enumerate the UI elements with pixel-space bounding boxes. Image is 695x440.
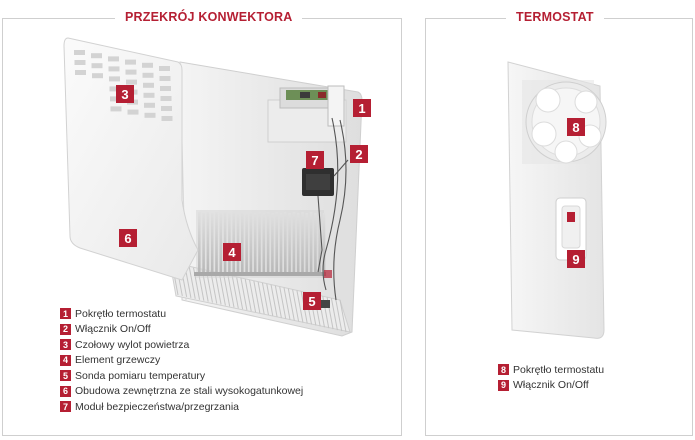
vent-slot (143, 73, 154, 78)
heating-fin (267, 212, 270, 272)
vent-slot (109, 66, 120, 71)
vent-slot (111, 106, 122, 111)
heating-fin (232, 212, 235, 272)
heating-fin (250, 212, 253, 272)
heating-fin (271, 213, 274, 273)
vent-slot (144, 103, 155, 108)
vent-slot (128, 110, 139, 115)
legend-label: Włącznik On/Off (513, 379, 589, 392)
callout-8 (567, 118, 585, 136)
legend-item (60, 353, 303, 369)
vent-slot (160, 86, 171, 91)
callout-3-label: 3 (121, 87, 129, 102)
vent-slot (75, 60, 86, 65)
callout-1 (353, 99, 371, 117)
heating-fin (284, 212, 287, 272)
vent-slot (126, 70, 137, 75)
legend-item (60, 368, 303, 384)
callout-6 (119, 229, 137, 247)
thermostat-module (268, 86, 346, 142)
vent-slot (160, 76, 171, 81)
legend-item (498, 362, 604, 378)
vent-slot (74, 50, 85, 55)
legend-label: Obudowa zewnętrzna ze stali wysokogatunkowej (75, 385, 304, 398)
heating-fin (306, 213, 309, 273)
vent-slot (92, 73, 103, 78)
legend-item (60, 399, 303, 415)
legend-number: 1 (60, 308, 71, 319)
vent-slot (143, 83, 154, 88)
legend-item (498, 378, 604, 394)
vent-slot (144, 93, 155, 98)
heating-fin (280, 213, 283, 273)
vent-slot (145, 113, 156, 118)
heating-fin (301, 212, 304, 272)
legend-number: 8 (498, 364, 509, 375)
vent-slot (92, 63, 103, 68)
vent-slot (142, 63, 153, 68)
legend-number: 4 (60, 355, 71, 366)
legend-number: 7 (60, 401, 71, 412)
callout-4 (223, 243, 241, 261)
heating-fin (207, 212, 210, 272)
heating-fin (215, 212, 218, 272)
legend-item (60, 306, 303, 322)
heating-element (194, 210, 326, 278)
heating-fin (288, 213, 291, 273)
callout-4-label: 4 (228, 245, 236, 260)
heating-fin (220, 213, 223, 273)
heating-fin (198, 212, 201, 272)
legend-label: Element grzewczy (75, 354, 161, 367)
vent-slot (161, 106, 172, 111)
heating-fin (254, 213, 257, 273)
callout-8-label: 8 (572, 120, 580, 135)
thermostat-knob (526, 82, 606, 163)
legend-label: Sonda pomiaru temperatury (75, 369, 206, 382)
vent-slot (108, 56, 119, 61)
heating-fin (202, 213, 205, 273)
heating-fin (245, 213, 248, 273)
legend-number: 2 (60, 324, 71, 335)
callout-9 (567, 250, 585, 268)
legend-number: 9 (498, 380, 509, 391)
legend-label: Moduł bezpieczeństwa/przegrzania (75, 400, 240, 413)
callout-7 (306, 151, 324, 169)
legend-item (60, 384, 303, 400)
legend-number: 5 (60, 370, 71, 381)
callout-3 (116, 85, 134, 103)
convector-legend (60, 306, 303, 415)
legend-label: Czołowy wylot powietrza (75, 338, 190, 351)
legend-label: Włącznik On/Off (75, 323, 151, 336)
callout-2 (350, 145, 368, 163)
thermostat-panel-title: TERMOSTAT (506, 10, 604, 24)
safety-module (302, 168, 334, 196)
heating-fin (293, 212, 296, 272)
legend-label: Pokrętło termostatu (513, 363, 605, 376)
callout-9-label: 9 (572, 252, 580, 267)
callout-2-label: 2 (355, 147, 363, 162)
callout-5-label: 5 (308, 294, 316, 309)
vent-slot (91, 53, 102, 58)
legend-number: 6 (60, 386, 71, 397)
heating-fin (241, 212, 244, 272)
heating-fin (258, 212, 261, 272)
legend-item (60, 337, 303, 353)
vent-slot (161, 96, 172, 101)
callout-6-label: 6 (124, 231, 132, 246)
heating-fin (310, 212, 313, 272)
callout-5 (303, 292, 321, 310)
heating-fin (314, 213, 317, 273)
convector-panel-title: PRZEKRÓJ KONWEKTORA (115, 10, 302, 24)
legend-item (60, 322, 303, 338)
legend-label: Pokrętło termostatu (75, 307, 167, 320)
vent-slot (126, 80, 137, 85)
heating-fin (275, 212, 278, 272)
vent-slot (162, 116, 173, 121)
heating-fin (211, 213, 214, 273)
vent-slot (125, 60, 136, 65)
heating-fin (224, 212, 227, 272)
vent-slot (75, 70, 86, 75)
heating-fin (263, 213, 266, 273)
callout-7-label: 7 (311, 153, 319, 168)
vent-slot (109, 76, 120, 81)
callout-1-label: 1 (358, 101, 366, 116)
heating-fin (297, 213, 300, 273)
vent-slot (159, 66, 170, 71)
thermostat-legend (498, 362, 604, 393)
legend-number: 3 (60, 339, 71, 350)
